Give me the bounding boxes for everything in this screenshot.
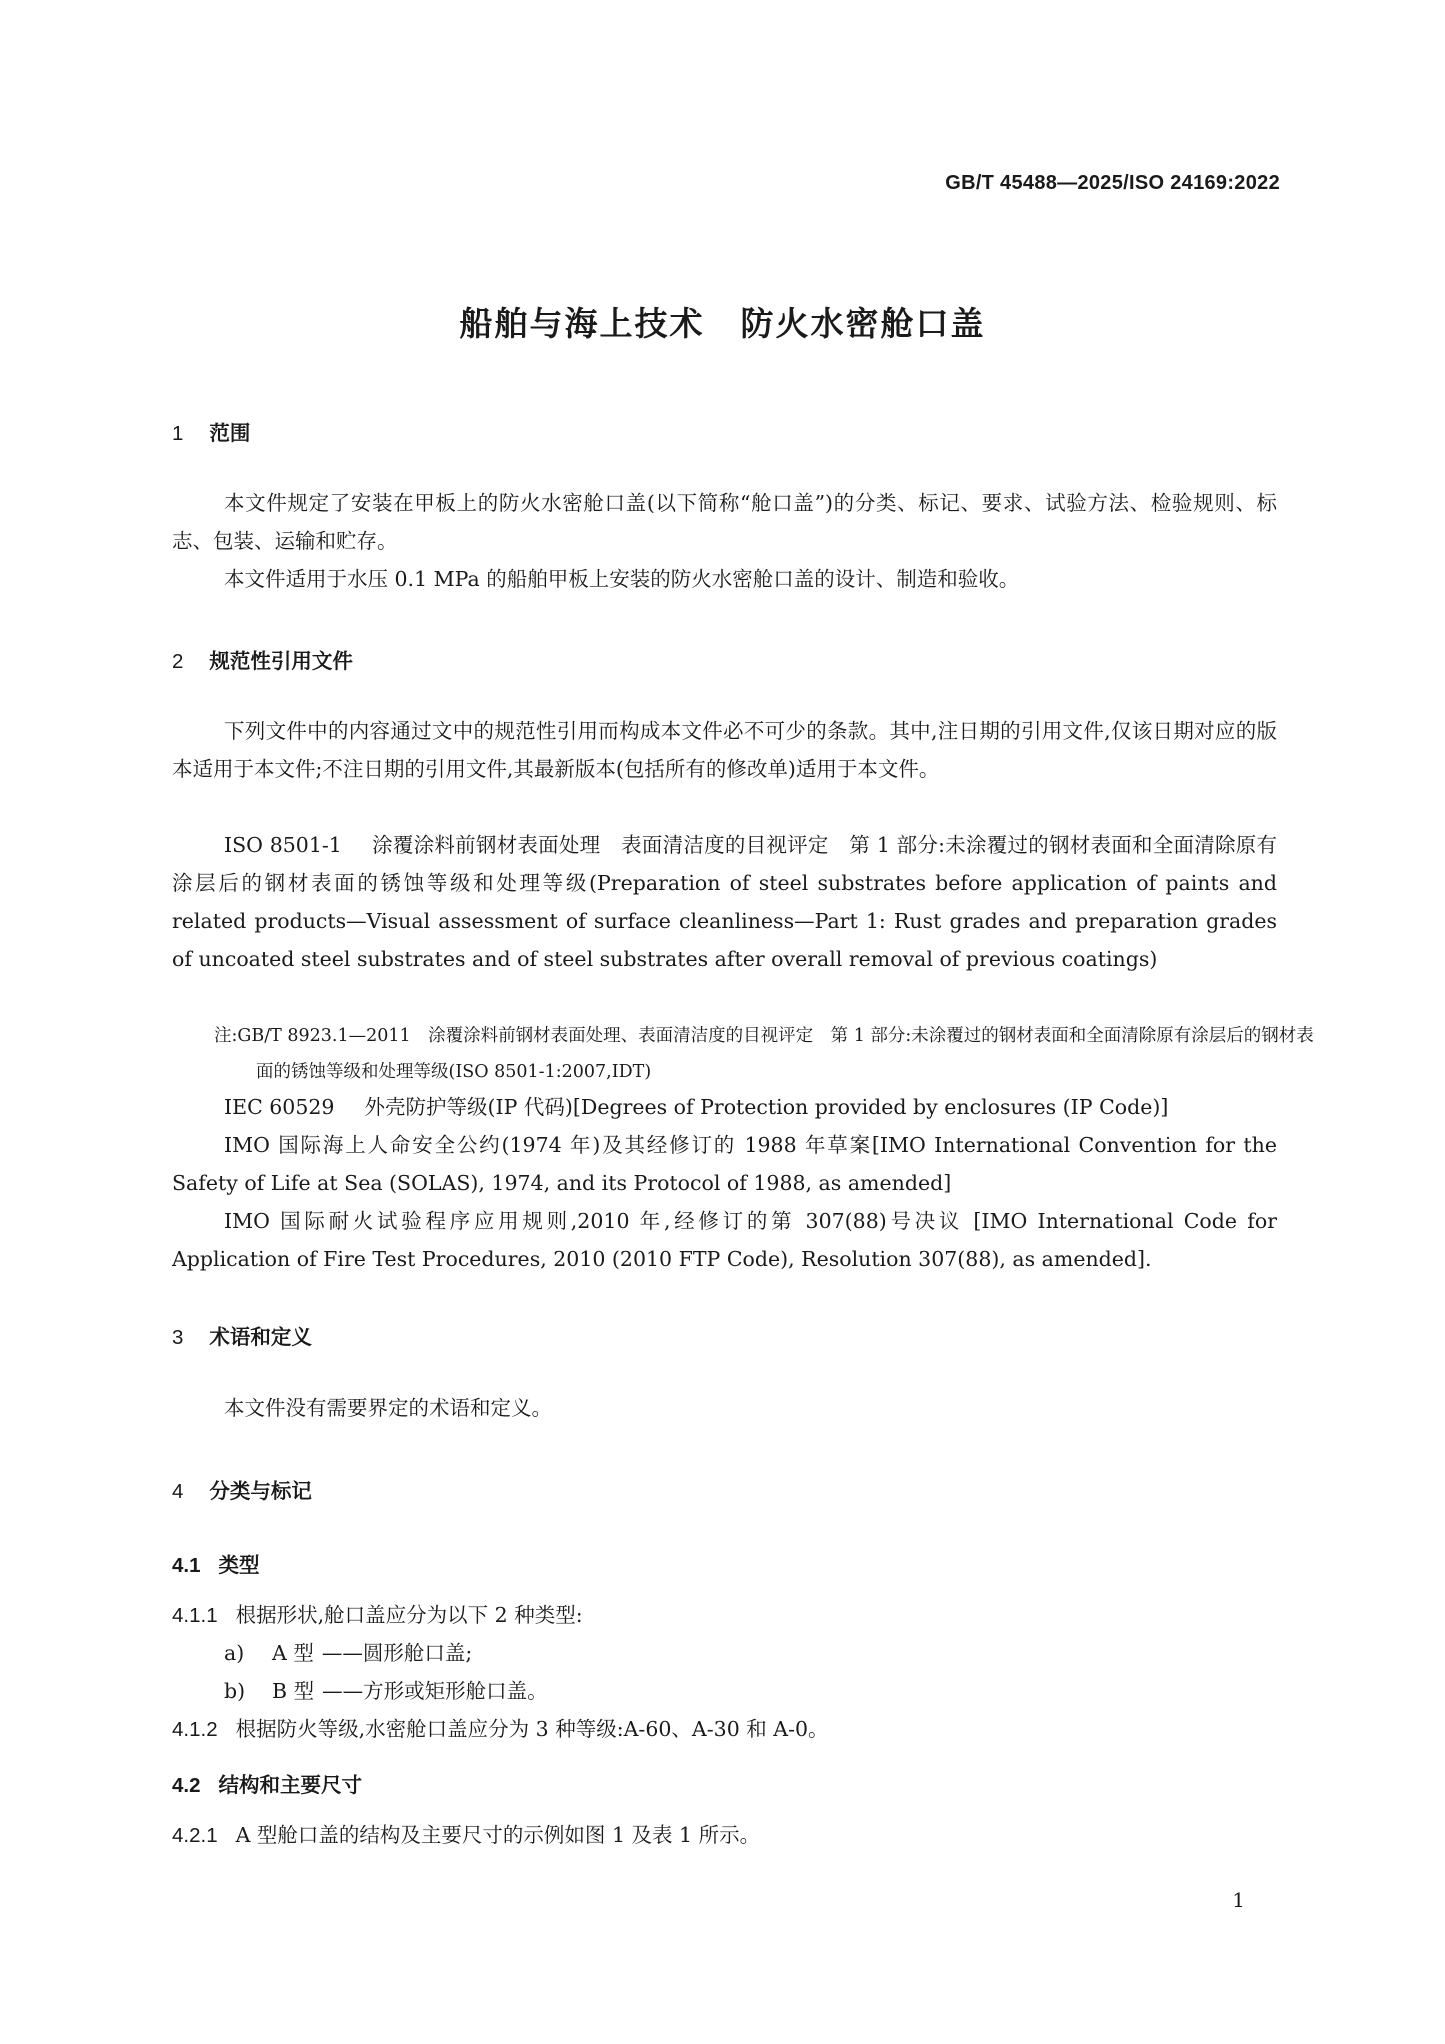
- page-number: 1: [1232, 1888, 1245, 1912]
- reference-iec-60529: [172, 1088, 1277, 1126]
- reference-text: 外壳防护等级(IP 代码)[Degrees of Protection provided by enclosures (IP Code)]: [364, 1095, 1169, 1119]
- subsection-number: 4.2: [172, 1774, 201, 1797]
- clause-number: 4.1.2: [172, 1718, 218, 1741]
- list-item-a: [224, 1634, 472, 1672]
- section-2-heading: [172, 644, 353, 674]
- clause-4-2-1: [172, 1816, 1277, 1855]
- section-title: 范围: [209, 421, 251, 445]
- reference-imo-solas: IMO 国际海上人命安全公约(1974 年)及其经修订的 1988 年草案[IMO International Convention for the Safety of Life at Sea (SOLAS), 1974, and its Protocol of 1988, as amended]: [172, 1133, 1277, 1195]
- list-text: ——方形或矩形舱口盖。: [322, 1679, 548, 1703]
- section-title: 规范性引用文件: [209, 649, 353, 673]
- section-3-paragraph: 本文件没有需要界定的术语和定义。: [224, 1396, 552, 1420]
- clause-text: 根据防火等级,水密舱口盖应分为 3 种等级:A-60、A-30 和 A-0。: [235, 1717, 829, 1741]
- reference-iso-8501-1: [172, 826, 1277, 978]
- clause-4-1-1: [172, 1596, 1277, 1635]
- clause-number: 4.2.1: [172, 1824, 218, 1847]
- subsection-4-1-heading: [172, 1548, 260, 1578]
- section-number: 2: [172, 650, 184, 673]
- clause-4-1-2: [172, 1710, 1277, 1749]
- document-title: [0, 298, 1445, 345]
- list-type: A 型: [272, 1641, 314, 1665]
- list-marker: a): [224, 1641, 245, 1665]
- reference-imo-ftp-code: IMO 国际耐火试验程序应用规则,2010 年,经修订的第 307(88)号决议 [IMO International Code for Application of Fire Test Procedures, 2010 (2010 FTP Code), Resolution 307(88), as amended].: [172, 1209, 1277, 1271]
- reference-code: ISO 8501-1: [224, 833, 342, 857]
- section-2-intro: 下列文件中的内容通过文中的规范性引用而构成本文件必不可少的条款。其中,注日期的引用文件,仅该日期对应的版本适用于本文件;不注日期的引用文件,其最新版本(包括所有的修改单)适用于本文件。: [172, 719, 1277, 781]
- reference-code: IEC 60529: [224, 1095, 335, 1119]
- clause-text: 根据形状,舱口盖应分为以下 2 种类型:: [235, 1603, 583, 1627]
- list-type: B 型: [272, 1679, 315, 1703]
- subsection-4-2-heading: [172, 1768, 362, 1798]
- reference-text: 涂覆涂料前钢材表面处理 表面清洁度的目视评定 第 1 部分:未涂覆过的钢材表面和全面清除原有涂层后的钢材表面的锈蚀等级和处理等级(Preparation of steel substrates before application of paints and related products—Visual assessment of surface cleanliness—Part 1: Rust grades and preparation grades of uncoated steel substrates and of steel substrates after overall removal of previous coatings): [172, 833, 1277, 971]
- reference-note: 注:GB/T 8923.1—2011 涂覆涂料前钢材表面处理、表面清洁度的目视评定 第 1 部分:未涂覆过的钢材表面和全面清除原有涂层后的钢材表面的锈蚀等级和处理等级(ISO 8501-1:2007,IDT): [214, 1026, 1314, 1082]
- title-part-2: 防火水密舱口盖: [740, 304, 986, 343]
- section-3-heading: [172, 1320, 312, 1350]
- title-part-1: 船舶与海上技术: [459, 304, 705, 343]
- clause-text: A 型舱口盖的结构及主要尺寸的示例如图 1 及表 1 所示。: [235, 1823, 761, 1847]
- subsection-title: 类型: [218, 1553, 260, 1577]
- section-4-heading: [172, 1474, 312, 1504]
- section-title: 术语和定义: [209, 1325, 312, 1349]
- standard-number: GB/T 45488—2025/ISO 24169:2022: [945, 172, 1280, 194]
- section-title: 分类与标记: [209, 1479, 312, 1503]
- section-number: 1: [172, 422, 184, 445]
- subsection-number: 4.1: [172, 1554, 201, 1577]
- list-item-b: [224, 1672, 548, 1710]
- clause-number: 4.1.1: [172, 1604, 218, 1627]
- section-1-paragraph-2: 本文件适用于水压 0.1 MPa 的船舶甲板上安装的防火水密舱口盖的设计、制造和验收。: [224, 567, 1020, 591]
- list-text: ——圆形舱口盖;: [321, 1641, 473, 1665]
- list-marker: b): [224, 1679, 246, 1703]
- subsection-title: 结构和主要尺寸: [218, 1773, 362, 1797]
- section-1-paragraph-1: 本文件规定了安装在甲板上的防火水密舱口盖(以下简称“舱口盖”)的分类、标记、要求、试验方法、检验规则、标志、包装、运输和贮存。: [172, 491, 1277, 553]
- section-1-heading: [172, 416, 250, 446]
- section-number: 3: [172, 1326, 184, 1349]
- section-number: 4: [172, 1480, 184, 1503]
